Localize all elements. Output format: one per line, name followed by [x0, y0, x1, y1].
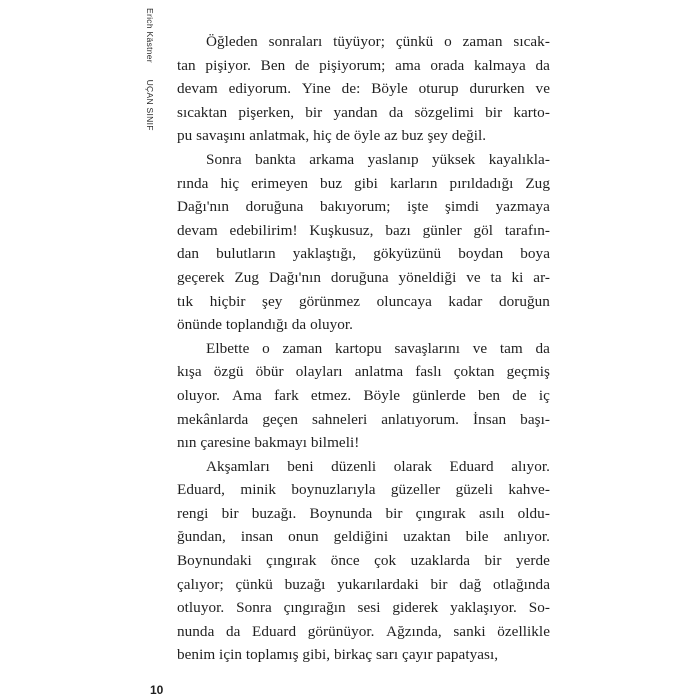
- word: edebilirim!: [229, 221, 298, 239]
- text-line: [177, 77, 550, 101]
- word: devam: [177, 221, 218, 239]
- word: Dağı'nın: [177, 198, 230, 216]
- word: erimeyen: [251, 174, 309, 192]
- word: minik: [240, 481, 277, 499]
- word: da: [225, 622, 241, 640]
- word: ama: [395, 56, 421, 74]
- word: uzaktan: [403, 528, 451, 546]
- text-line: [177, 290, 550, 314]
- word: buzağı: [284, 575, 326, 593]
- word: pişiyorum;: [319, 56, 386, 74]
- word: göl: [473, 221, 494, 239]
- text-line: [177, 549, 550, 573]
- word: olayları: [295, 363, 343, 381]
- word: dağ: [459, 575, 482, 593]
- word: sahneleri: [311, 410, 368, 428]
- word: yöneldiği: [398, 268, 457, 286]
- word: orada: [430, 56, 465, 74]
- word: olarak: [393, 457, 432, 475]
- word: Zug: [234, 268, 260, 286]
- word: bakıyorum;: [320, 198, 391, 216]
- word: başı-: [520, 410, 550, 428]
- line-text: nın çaresine bakmayı bilmeli!: [177, 434, 360, 452]
- word: bir: [221, 504, 239, 522]
- word: yaklaşıyor.: [450, 599, 517, 617]
- word: boynuzlarıyla: [291, 481, 376, 499]
- word: giderek: [392, 599, 439, 617]
- word: özgü: [213, 363, 244, 381]
- word: bankta: [255, 150, 296, 168]
- word: güzeli: [455, 481, 493, 499]
- word: karların: [389, 174, 438, 192]
- word: Ama: [232, 386, 262, 404]
- word: devam: [177, 80, 218, 98]
- word: Boynundaki: [177, 552, 252, 570]
- word: onun: [288, 528, 319, 546]
- text-line: [177, 525, 550, 549]
- word: o: [262, 339, 270, 357]
- word: yazmaya: [495, 198, 550, 216]
- text-line: [177, 620, 550, 644]
- word: Ağzında,: [386, 622, 442, 640]
- word: Öğleden: [206, 33, 258, 50]
- word: yüksek: [432, 150, 476, 168]
- word: gökyüzünü: [373, 245, 442, 263]
- word: rında: [177, 174, 209, 192]
- word: zaman: [462, 33, 503, 50]
- word: görünüyor.: [307, 622, 375, 640]
- text-line: [177, 172, 550, 196]
- line-text: benim için toplamış gibi, birkaç sarı çayır papatyası,: [177, 646, 499, 664]
- word: pişiyor.: [205, 56, 251, 74]
- word: şimdi: [445, 198, 480, 216]
- text-line: [177, 54, 550, 78]
- paragraph: [177, 148, 550, 337]
- word: beni: [287, 457, 314, 475]
- running-head-title: UÇAN SINIF: [145, 79, 155, 131]
- word: görünmez: [298, 292, 361, 310]
- word: çalıyor;: [177, 575, 224, 593]
- word: anlatıyorum.: [381, 410, 460, 428]
- word: pırıldadığı: [449, 174, 514, 192]
- word: buz: [320, 174, 343, 192]
- word: Yine: [301, 80, 331, 98]
- text-line: [177, 502, 550, 526]
- word: So-: [528, 599, 550, 617]
- text-line: [177, 643, 550, 667]
- word: dururken: [469, 80, 525, 98]
- word: sıcak-: [513, 33, 550, 50]
- word: bazı: [385, 221, 411, 239]
- word: özellikle: [497, 622, 550, 640]
- word: önce: [330, 552, 360, 570]
- word: hiç: [220, 174, 240, 192]
- word: yaklaştığı,: [292, 245, 357, 263]
- text-line: [177, 573, 550, 597]
- text-line: [177, 431, 550, 455]
- word: Ben: [260, 56, 286, 74]
- text-line: [177, 478, 550, 502]
- word: Zug: [525, 174, 550, 192]
- word: rengi: [177, 504, 209, 522]
- text-line: [177, 195, 550, 219]
- word: sıcaktan: [177, 103, 228, 121]
- word: boydan: [458, 245, 504, 263]
- word: anlatma: [354, 363, 404, 381]
- text-line: [177, 408, 550, 432]
- paragraph: [177, 30, 550, 148]
- word: da: [388, 103, 404, 121]
- word: Akşamları: [206, 457, 270, 475]
- word: tam: [499, 339, 523, 357]
- word: otlağında: [493, 575, 550, 593]
- word: yerde: [515, 552, 550, 570]
- word: geçmiş: [506, 363, 550, 381]
- line-text: pu savaşını anlatmak, hiç de öyle az buz şey değil.: [177, 127, 487, 145]
- word: günlerde: [412, 386, 466, 404]
- word: boya: [520, 245, 550, 263]
- word: tan: [177, 56, 196, 74]
- word: de:: [341, 80, 361, 98]
- word: ar-: [533, 268, 550, 286]
- word: öbür: [255, 363, 284, 381]
- word: ğundan,: [177, 528, 226, 546]
- word: tüyüyor;: [333, 33, 385, 50]
- word: otluyor.: [177, 599, 225, 617]
- word: faslı: [415, 363, 442, 381]
- text-line: [177, 360, 550, 384]
- word: ediyorum.: [228, 80, 292, 98]
- word: de: [512, 386, 527, 404]
- word: ta: [490, 268, 502, 286]
- paragraph: [177, 337, 550, 455]
- word: Böyle: [371, 80, 408, 98]
- word: bir: [305, 103, 323, 121]
- word: hiçbir: [209, 292, 246, 310]
- word: ben: [477, 386, 501, 404]
- word: uzaklarda: [410, 552, 471, 570]
- word: Eduard: [449, 457, 494, 475]
- word: Dağı'nın: [268, 268, 322, 286]
- text-line: [177, 148, 550, 172]
- word: tarafın-: [504, 221, 550, 239]
- word: ki: [511, 268, 524, 286]
- word: oluncaya: [376, 292, 432, 310]
- word: oluyor.: [177, 386, 220, 404]
- body-text: [177, 30, 550, 667]
- word: güzeller: [390, 481, 441, 499]
- word: yukarılardaki: [337, 575, 419, 593]
- word: bir: [430, 575, 448, 593]
- text-line: [177, 313, 550, 337]
- word: oldu-: [517, 504, 550, 522]
- word: dan: [177, 245, 200, 263]
- word: bulutların: [216, 245, 276, 263]
- word: de: [295, 56, 310, 74]
- word: iç: [538, 386, 550, 404]
- text-line: [177, 455, 550, 479]
- text-line: [177, 337, 550, 361]
- word: şey: [262, 292, 283, 310]
- word: kışa: [177, 363, 202, 381]
- word: alıyor.: [511, 457, 550, 475]
- word: ve: [535, 80, 550, 98]
- word: Böyle: [363, 386, 401, 404]
- text-line: [177, 242, 550, 266]
- word: çıngırak: [266, 552, 317, 570]
- text-line: [177, 384, 550, 408]
- word: kahve-: [508, 481, 550, 499]
- word: da: [535, 56, 550, 74]
- word: çıngırağın: [283, 599, 346, 617]
- word: sanki: [453, 622, 486, 640]
- word: zaman: [282, 339, 323, 357]
- word: doruğuna: [245, 198, 304, 216]
- paragraph: [177, 455, 550, 667]
- word: kalmaya: [474, 56, 526, 74]
- word: çoktan: [453, 363, 495, 381]
- word: günler: [422, 221, 462, 239]
- word: ve: [466, 268, 481, 286]
- word: arkama: [309, 150, 355, 168]
- word: geçerek: [177, 268, 225, 286]
- word: çünkü: [395, 33, 434, 50]
- word: pişerken,: [238, 103, 295, 121]
- text-line: [177, 596, 550, 620]
- word: işte: [407, 198, 429, 216]
- word: Sonra: [236, 599, 272, 617]
- word: fark: [274, 386, 299, 404]
- word: bir: [484, 552, 502, 570]
- word: geçen: [262, 410, 298, 428]
- running-head-author: Erich Kästner: [145, 8, 155, 63]
- word: Elbette: [206, 339, 250, 357]
- word: o: [444, 33, 452, 50]
- word: doruğun: [498, 292, 550, 310]
- word: ve: [472, 339, 488, 357]
- word: anlıyor.: [503, 528, 550, 546]
- word: sesi: [357, 599, 381, 617]
- word: doruğuna: [330, 268, 389, 286]
- word: oturup: [418, 80, 459, 98]
- word: kadar: [448, 292, 483, 310]
- word: bir: [385, 504, 403, 522]
- word: geldiğini: [333, 528, 389, 546]
- word: bir: [485, 103, 503, 121]
- word: düzenli: [331, 457, 377, 475]
- word: Sonra: [206, 150, 242, 168]
- text-line: [177, 266, 550, 290]
- text-line: [177, 30, 550, 54]
- word: tık: [177, 292, 194, 310]
- word: kayalıkla-: [488, 150, 550, 168]
- text-line: [177, 101, 550, 125]
- word: çok: [374, 552, 397, 570]
- word: nunda: [177, 622, 215, 640]
- text-line: [177, 124, 550, 148]
- word: asılı: [478, 504, 505, 522]
- word: karto-: [513, 103, 550, 121]
- word: bile: [465, 528, 489, 546]
- word: çıngırak: [415, 504, 466, 522]
- line-text: önünde toplandığı da oluyor.: [177, 316, 354, 334]
- word: buzağı.: [251, 504, 297, 522]
- text-line: [177, 219, 550, 243]
- word: sözgelimi: [414, 103, 474, 121]
- word: Kuşkusuz,: [309, 221, 374, 239]
- word: mekânlarda: [177, 410, 249, 428]
- word: gibi: [354, 174, 378, 192]
- word: İnsan: [473, 410, 507, 428]
- word: Boynunda: [309, 504, 373, 522]
- word: da: [535, 339, 550, 357]
- word: Eduard,: [177, 481, 226, 499]
- word: çünkü: [235, 575, 273, 593]
- word: savaşlarını: [394, 339, 460, 357]
- word: kartopu: [335, 339, 382, 357]
- word: yandan: [333, 103, 378, 121]
- word: Eduard: [252, 622, 297, 640]
- page-number: 10: [150, 683, 164, 697]
- word: sonraları: [268, 33, 323, 50]
- running-head: [145, 8, 155, 131]
- word: insan: [240, 528, 274, 546]
- word: etmez.: [310, 386, 352, 404]
- word: yaslanıp: [367, 150, 419, 168]
